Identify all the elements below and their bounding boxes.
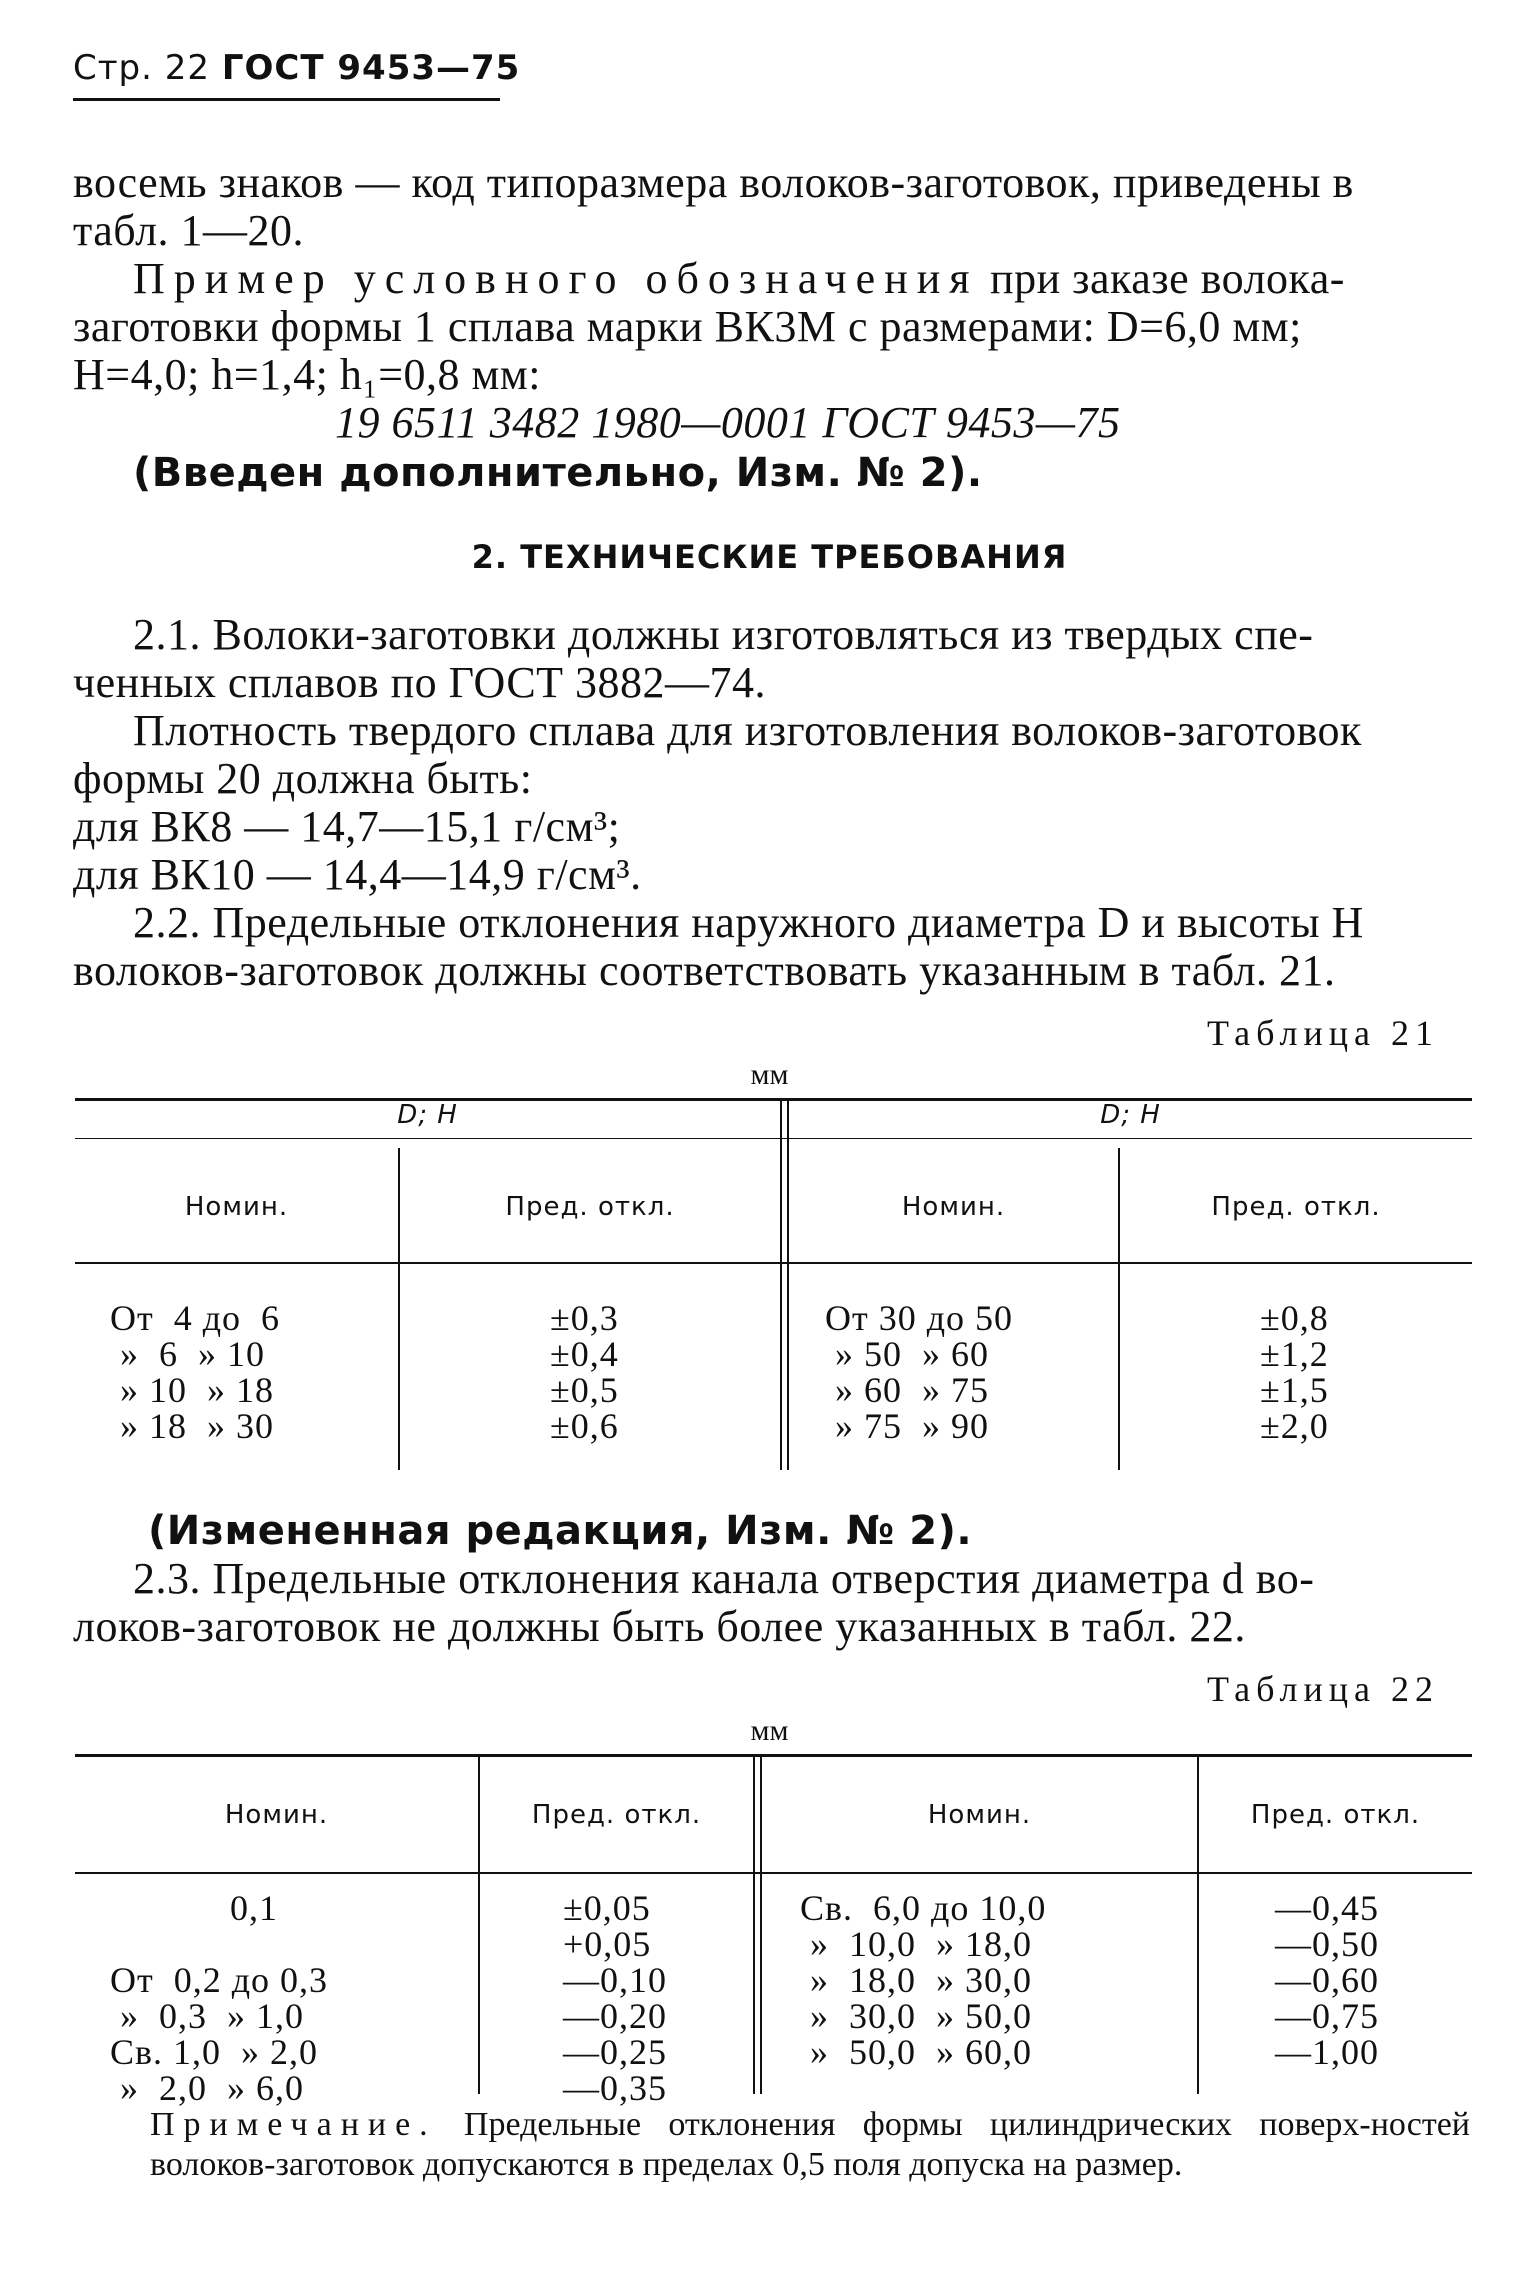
example-code: 19 6511 3482 1980—0001 ГОСТ 9453—75 — [335, 398, 1121, 447]
p23-line-2: локов-заготовок не должны быть более указанных в табл. 22. — [73, 1602, 1246, 1651]
table22-col-dev-left: Пред. откл. — [531, 1800, 702, 1830]
table21-right-nom: От 30 до 50 » 50 » 60 » 60 » 75 » 75 » 90 — [825, 1298, 1014, 1446]
p21-line-3: Плотность твердого сплава для изготовления волоков-заготовок — [133, 706, 1362, 755]
added-note: (Введен дополнительно, Изм. № 2). — [133, 450, 983, 496]
p21-line-4: формы 20 должна быть: — [73, 754, 533, 803]
table21-right-dev: ±0,8 ±1,2 ±1,5 ±2,0 — [1260, 1298, 1329, 1446]
note-label: Примечание. — [150, 2106, 437, 2143]
table21-col-dev-left: Пред. откл. — [505, 1192, 675, 1222]
table21-left-nom: От 4 до 6 » 6 » 10 » 10 » 18 » 18 » 30 — [110, 1298, 281, 1446]
p21-line-2: ченных сплавов по ГОСТ 3882—74. — [73, 658, 767, 707]
table22-left-dev: ±0,05 +0,05 —0,10 —0,20 —0,25 —0,35 — [563, 1888, 667, 2108]
table21-group-right: D; H — [1100, 1100, 1161, 1130]
intro-line-2: табл. 1—20. — [73, 206, 305, 255]
table21-group-left: D; H — [397, 1100, 458, 1130]
table22-right-dev: —0,45 —0,50 —0,60 —0,75 —1,00 — [1275, 1888, 1379, 2072]
table22-right-nom: Св. 6,0 до 10,0 » 10,0 » 18,0 » 18,0 » 30,0 » 30,0 » 50,0 » 50,0 » 60,0 — [800, 1888, 1047, 2072]
table21-left-dev: ±0,3 ±0,4 ±0,5 ±0,6 — [550, 1298, 619, 1446]
p21-line-1: 2.1. Волоки-заготовки должны изготовляться из твердых спе- — [133, 610, 1314, 659]
changed-note: (Измененная редакция, Изм. № 2). — [148, 1508, 973, 1554]
table22-col-dev-right: Пред. откл. — [1250, 1800, 1421, 1830]
table21-unit: мм — [750, 1058, 789, 1091]
intro-line-1: восемь знаков — код типоразмера волоков-заготовок, приведены в — [73, 158, 1354, 207]
page-number: Стр. 22 — [73, 48, 211, 88]
header-rule — [73, 98, 500, 101]
table22-col-nom-left: Номин. — [224, 1800, 329, 1830]
note-text: Предельные отклонения формы цилиндрических поверх-ностей волоков-заготовок допускаются в пределах 0,5 поля допуска на размер. — [150, 2106, 1470, 2183]
table21-col-nom-left: Номин. — [184, 1192, 289, 1222]
standard-number: ГОСТ 9453—75 — [221, 48, 521, 88]
section-title: 2. ТЕХНИЧЕСКИЕ ТРЕБОВАНИЯ — [471, 538, 1068, 576]
p23-line-1: 2.3. Предельные отклонения канала отверстия диаметра d во- — [133, 1554, 1315, 1603]
table21-caption: Таблица 21 — [1207, 1013, 1439, 1053]
table22-caption: Таблица 22 — [1207, 1669, 1439, 1709]
example-line-1-rest: при заказе волока- — [978, 254, 1345, 303]
table22-left-nom: 0,1 От 0,2 до 0,3 » 0,3 » 1,0 Св. 1,0 » 2,0 » 2,0 » 6,0 — [110, 1888, 329, 2108]
p22-line-1: 2.2. Предельные отклонения наружного диаметра D и высоты H — [133, 898, 1364, 947]
example-line-1 — [133, 254, 1469, 304]
p21-line-5: для ВК8 — 14,7—15,1 г/см³; — [73, 802, 621, 851]
example-label: Пример условного обозначения — [133, 254, 979, 303]
p22-line-2: волоков-заготовок должны соответствовать указанным в табл. 21. — [73, 946, 1336, 995]
page-header — [73, 48, 520, 88]
table21-col-dev-right: Пред. откл. — [1211, 1192, 1381, 1222]
p21-line-6: для ВК10 — 14,4—14,9 г/см³. — [73, 850, 642, 899]
table22-unit: мм — [750, 1714, 789, 1747]
example-line-2: заготовки формы 1 сплава марки ВК3М с размерами: D=6,0 мм; — [73, 302, 1302, 351]
table22-note — [150, 2105, 1470, 2185]
example-line-3: H=4,0; h=1,4; h₁=0,8 мм: — [73, 350, 541, 399]
table21-col-nom-right: Номин. — [901, 1192, 1006, 1222]
table22-col-nom-right: Номин. — [927, 1800, 1032, 1830]
